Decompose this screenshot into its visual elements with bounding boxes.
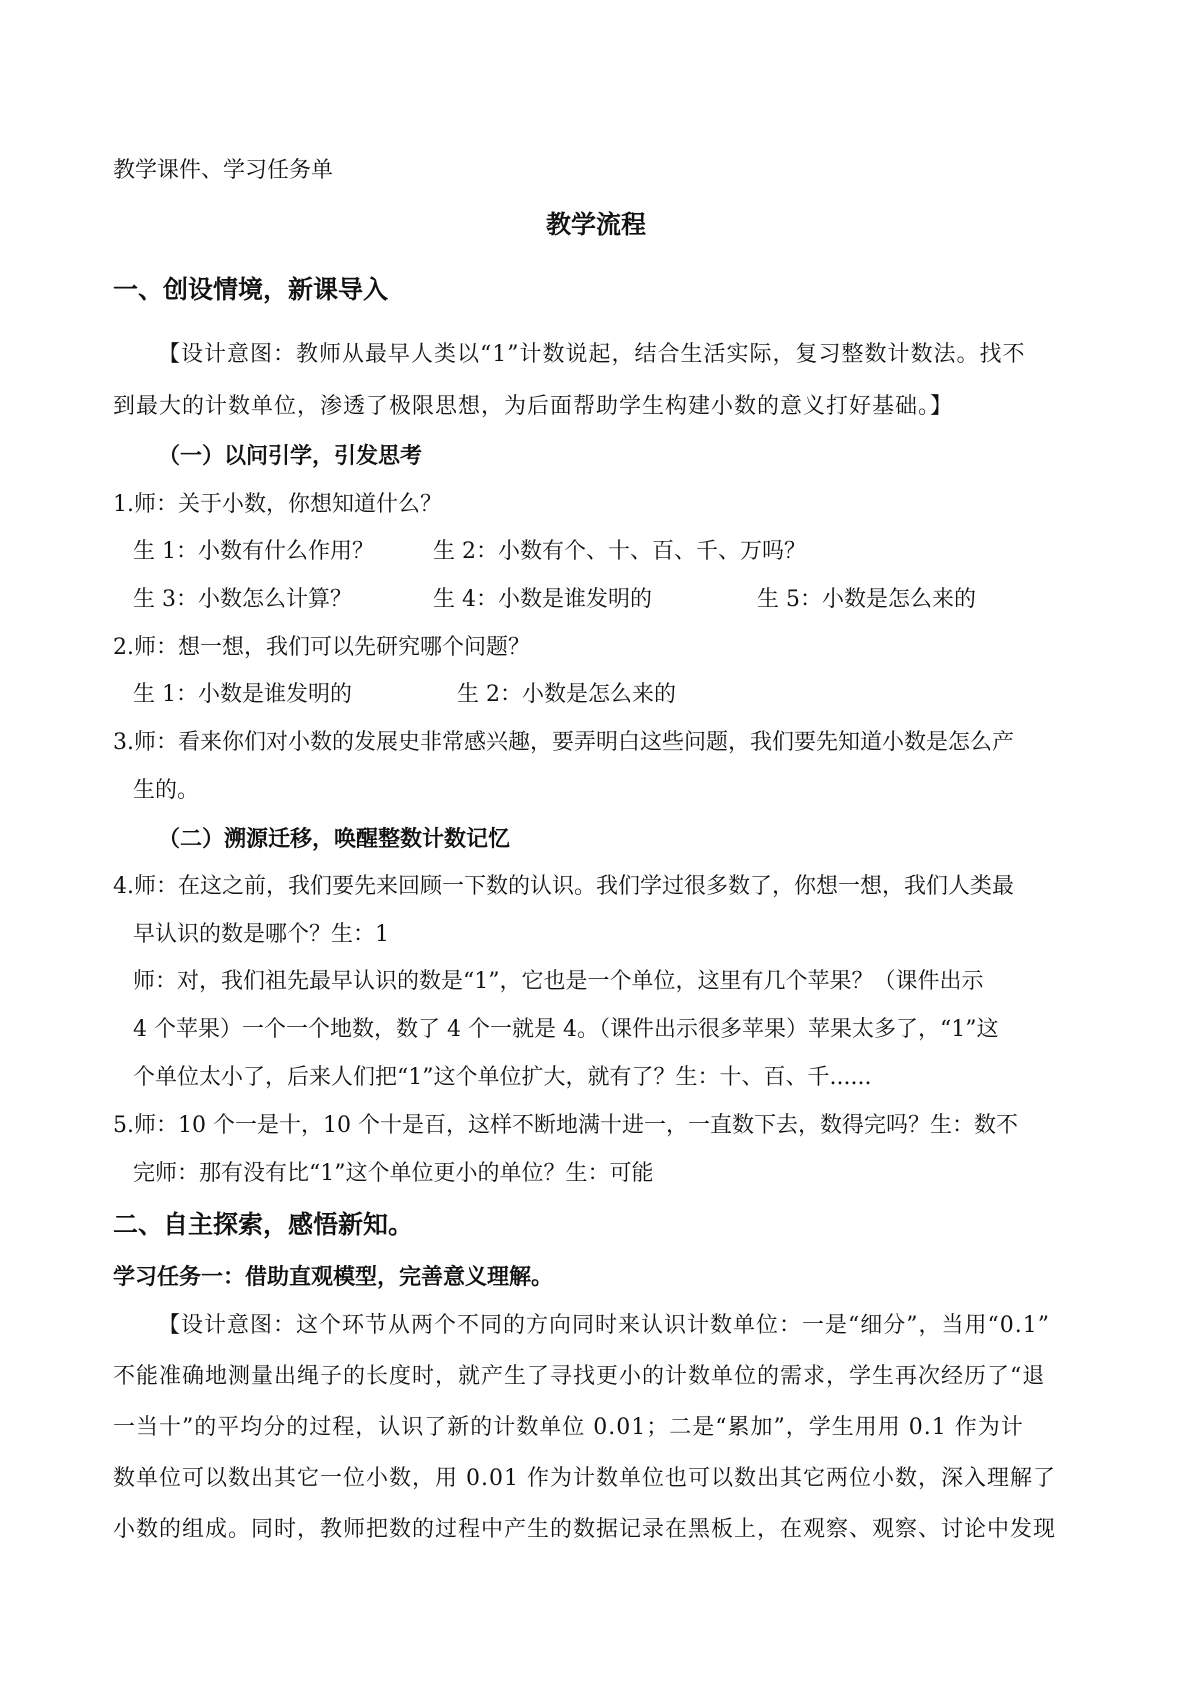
answer: 生 4：小数是谁发明的 xyxy=(433,587,652,612)
section1-heading: 一、创设情境，新课导入 xyxy=(113,275,389,304)
answer: 生 3：小数怎么计算？ xyxy=(133,587,352,612)
materials-line: 教学课件、学习任务单 xyxy=(113,158,334,183)
section1-design-line1: 【设计意图：教师从最早人类以“1”计数说起，结合生活实际，复习整数计数法。找不 xyxy=(158,342,1026,367)
question-3-line1: 3.师：看来你们对小数的发展史非常感兴趣，要弄明白这些问题，我们要先知道小数是怎么产 xyxy=(113,730,1014,755)
page-title: 教学流程 xyxy=(546,210,647,239)
section2-design-line3: 一当十”的平均分的过程，认识了新的计数单位 0.01；二是“累加”，学生用用 0.1 作为计 xyxy=(113,1415,1024,1440)
answer: 生 2：小数有个、十、百、千、万吗？ xyxy=(433,539,806,564)
section2-heading: 二、自主探索，感悟新知。 xyxy=(113,1210,414,1239)
answer: 生 2：小数是怎么来的 xyxy=(457,682,676,707)
answer: 生 5：小数是怎么来的 xyxy=(757,587,976,612)
teacher-4-line3: 个单位太小了，后来人们把“1”这个单位扩大，就有了？生：十、百、千...... xyxy=(133,1065,872,1090)
section2-design-line1: 【设计意图：这个环节从两个不同的方向同时来认识计数单位：一是“细分”，当用“0.1” xyxy=(158,1313,1050,1338)
section2-design-line5: 小数的组成。同时，教师把数的过程中产生的数据记录在黑板上，在观察、观察、讨论中发现 xyxy=(113,1517,1057,1542)
question-5-line2: 完师：那有没有比“1”这个单位更小的单位？生：可能 xyxy=(133,1161,654,1186)
answer: 生 1：小数有什么作用？ xyxy=(133,539,374,564)
teacher-4-line2: 4 个苹果）一个一个地数，数了 4 个一就是 4。（课件出示很多苹果）苹果太多了，“1”这 xyxy=(133,1017,999,1042)
question-4-line1: 4.师：在这之前，我们要先来回顾一下数的认识。我们学过很多数了，你想一想，我们人类最 xyxy=(113,874,1014,899)
subheading-2: （二）溯源迁移，唤醒整数计数记忆 xyxy=(158,826,511,852)
section2-design-line4: 数单位可以数出其它一位小数，用 0.01 作为计数单位也可以数出其它两位小数，深入理解了 xyxy=(113,1466,1056,1491)
teacher-4-line1: 师：对，我们祖先最早认识的数是“1”，它也是一个单位，这里有几个苹果？（课件出示 xyxy=(133,969,984,994)
answer: 生 1：小数是谁发明的 xyxy=(133,682,352,707)
question-5-line1: 5.师：10 个一是十，10 个十是百，这样不断地满十进一，一直数下去，数得完吗？生：数不 xyxy=(113,1113,1018,1138)
question-4-line2: 早认识的数是哪个？生：1 xyxy=(133,922,389,947)
section2-design-line2: 不能准确地测量出绳子的长度时，就产生了寻找更小的计数单位的需求，学生再次经历了“退 xyxy=(113,1364,1046,1389)
subheading-1: （一）以问引学，引发思考 xyxy=(158,443,423,469)
question-2: 2.师：想一想，我们可以先研究哪个问题？ xyxy=(113,635,530,660)
section1-design-line2: 到最大的计数单位，渗透了极限思想，为后面帮助学生构建小数的意义打好基础。】 xyxy=(113,394,954,419)
question-1: 1.师：关于小数，你想知道什么？ xyxy=(113,492,442,517)
task-1-heading: 学习任务一：借助直观模型，完善意义理解。 xyxy=(113,1264,554,1290)
question-3-line2: 生的。 xyxy=(133,778,200,803)
